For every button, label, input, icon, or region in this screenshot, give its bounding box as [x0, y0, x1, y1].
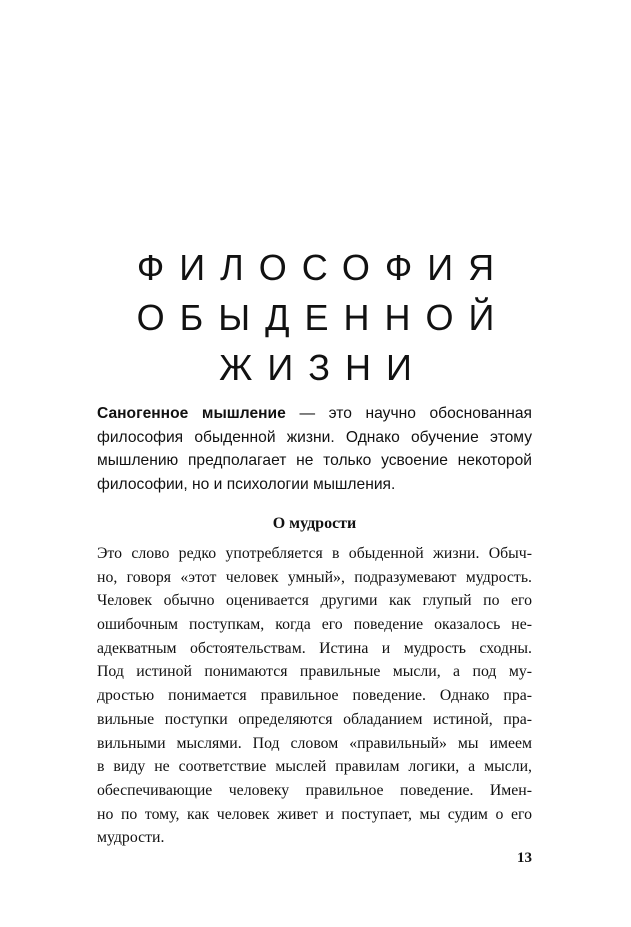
body-line: Человек обычно оценивается другими как глупый по его [97, 592, 532, 610]
section-body [97, 542, 532, 850]
intro-term: Саногенное мышление [97, 405, 286, 422]
body-line: дростью понимается правильное поведение. Однако пра- [97, 687, 532, 705]
body-line: мудрости. [97, 829, 165, 847]
body-line: адекватным обстоятельствам. Истина и мудрость сходны. [97, 639, 532, 657]
body-line: обеспечивающие человеку правильное поведение. Имен- [97, 781, 532, 799]
body-line: Это слово редко употребляется в обыденной жизни. Обыч- [97, 545, 532, 562]
body-line: ошибочным поступкам, когда его поведение оказалось не- [97, 616, 532, 634]
chapter-title-line-3: ЖИЗНИ [219, 347, 427, 388]
body-line: вильными мыслями. Под словом «правильный» мы имеем [97, 734, 532, 752]
chapter-title [0, 243, 631, 393]
body-line: но по тому, как человек живет и поступает, мы судим о его [97, 805, 532, 823]
body-line: в виду не соответствие мыслей правилам логики, а мысли, [97, 758, 532, 776]
body-line: но, говоря «этот человек умный», подразумевают мудрость. [97, 568, 532, 586]
chapter-title-line-2: ОБЫДЕННОЙ [136, 297, 510, 338]
chapter-title-line-1: ФИЛОСОФИЯ [136, 247, 510, 288]
section-heading: О мудрости [272, 515, 357, 532]
page-number: 13 [517, 850, 532, 866]
intro-paragraph [97, 402, 532, 496]
body-line: Под истиной понимаются правильные мысли, а под му- [97, 663, 532, 681]
body-line: вильные поступки определяются обладанием истиной, пра- [97, 710, 532, 728]
intro-text: — это научно обоснованная философия обыденной жизни. Однако обучение этому мышлению предполагает не только усвоение некоторой философии, но и психологии мышления. [97, 405, 532, 493]
